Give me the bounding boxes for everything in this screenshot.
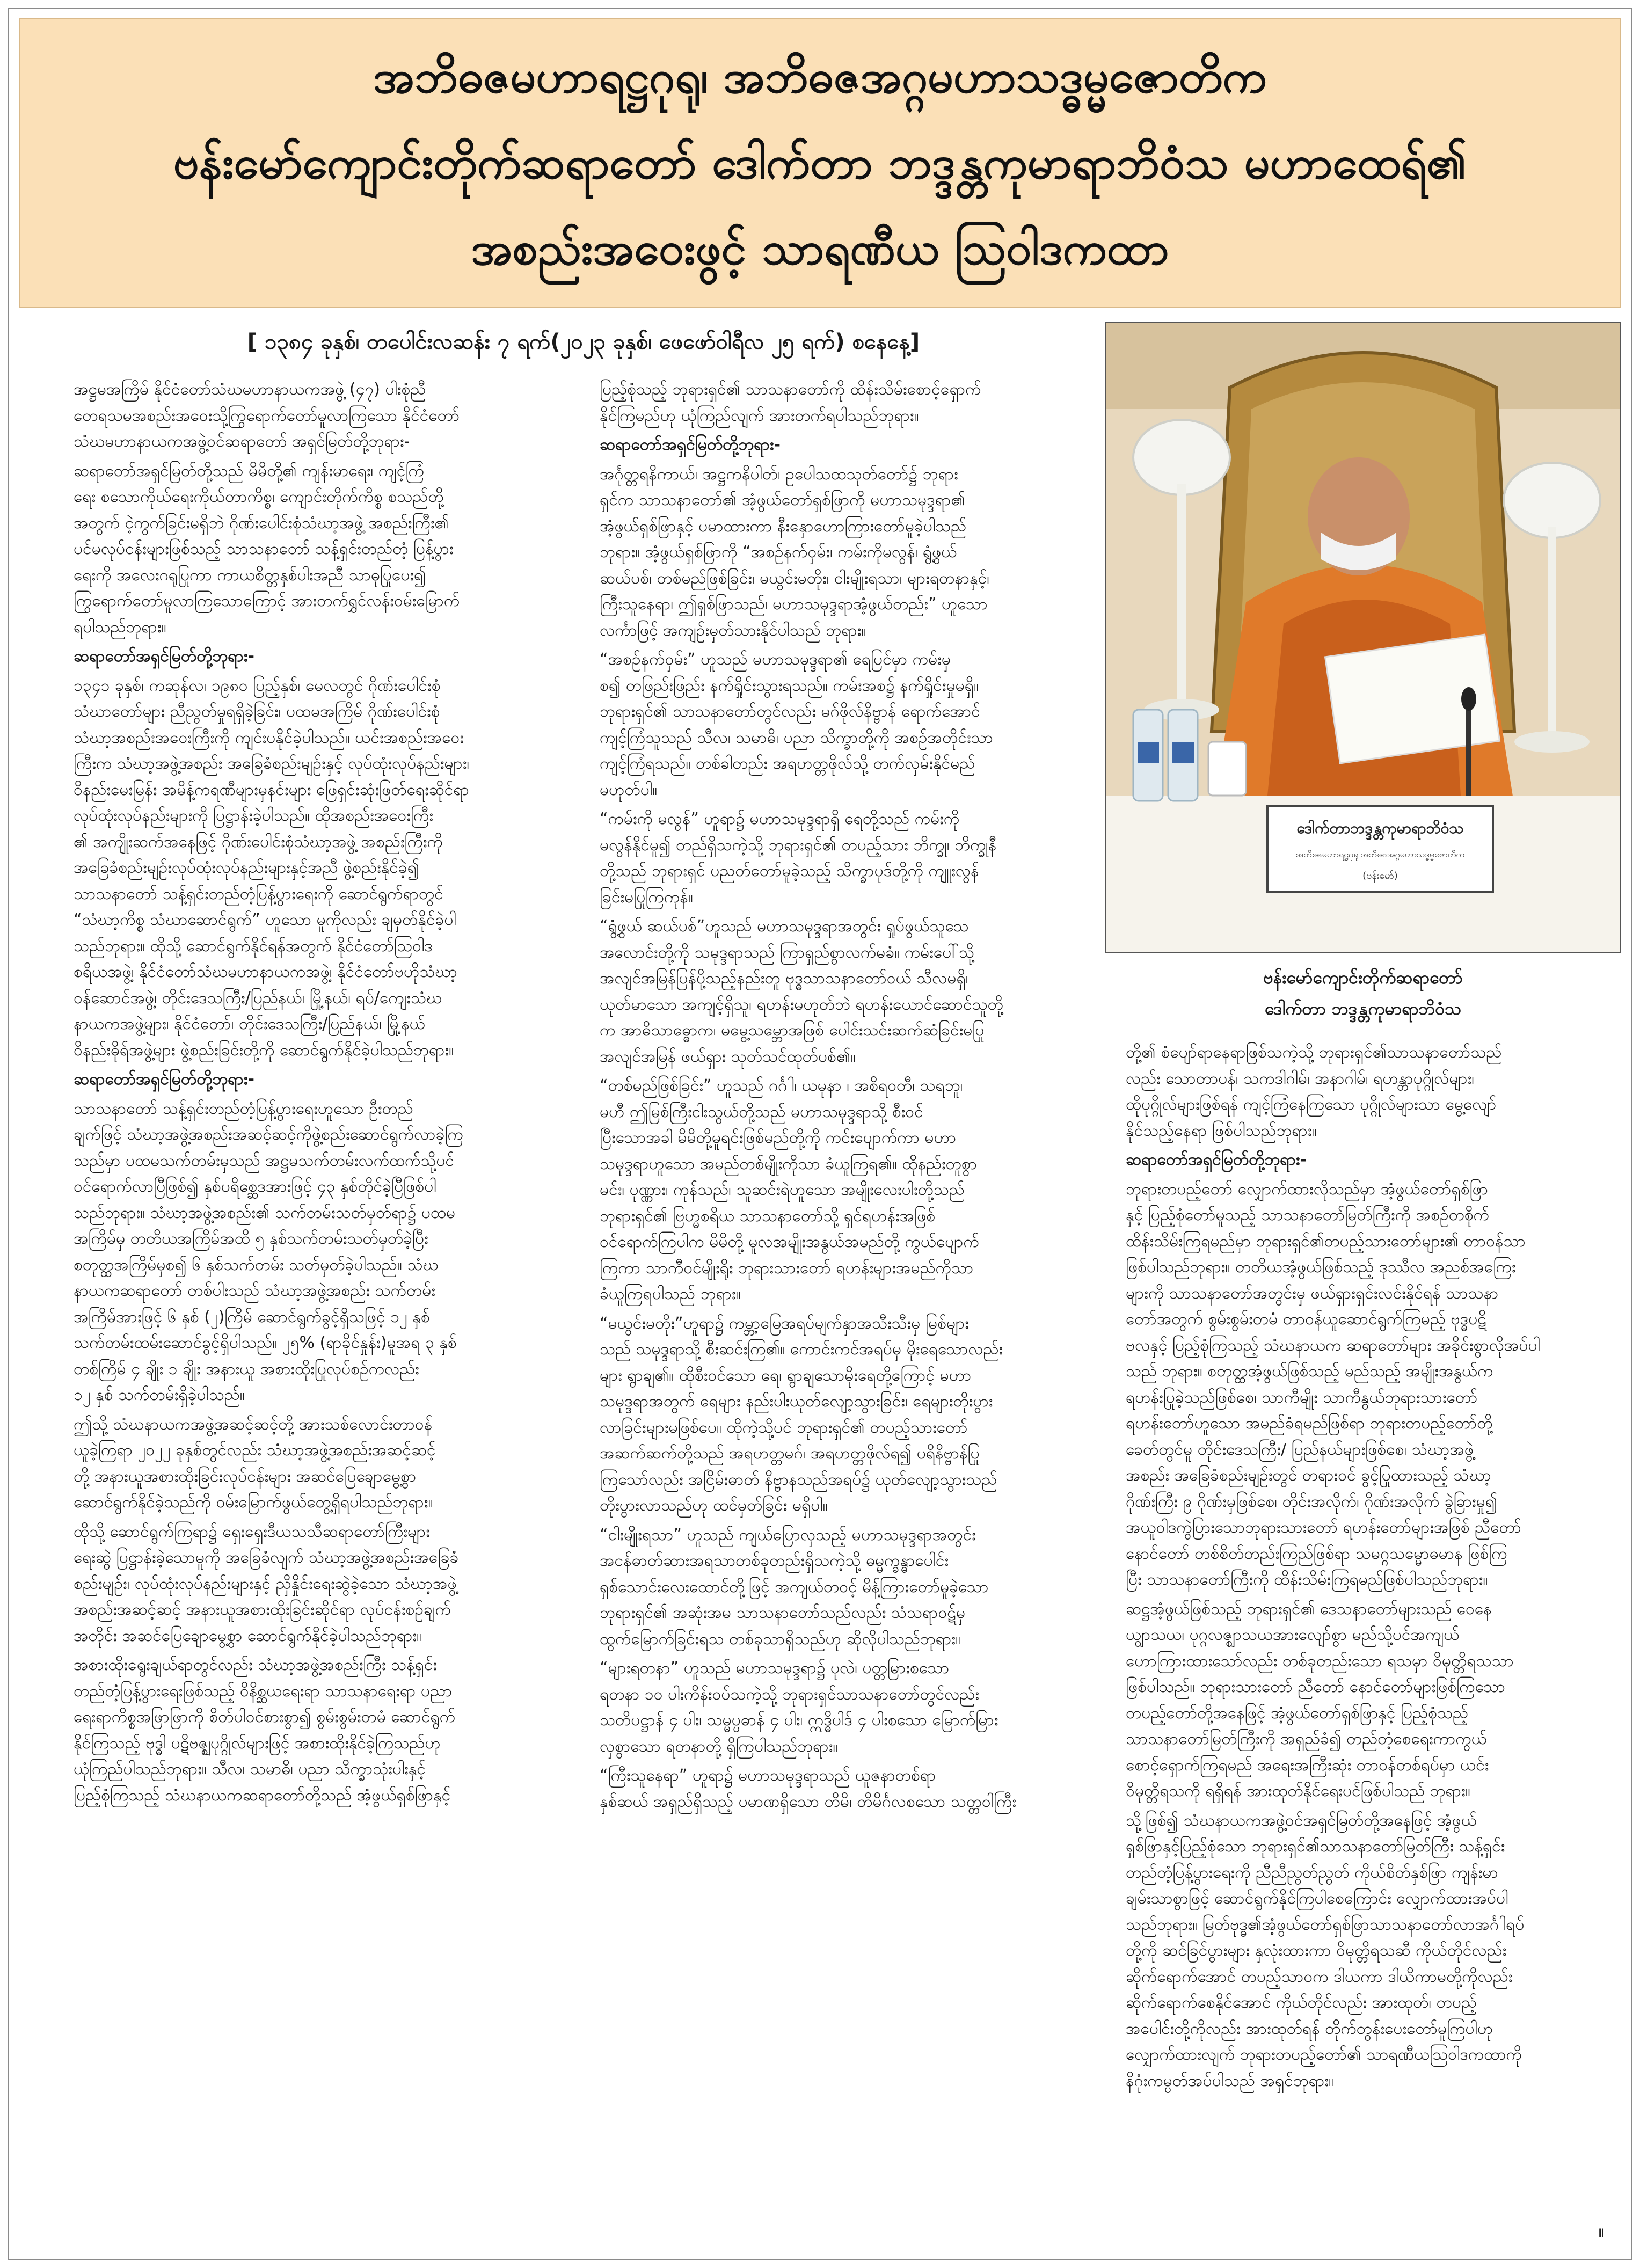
text-line: စ၍ တဖြည်းဖြည်း နက်ရှိုင်းသွားရသည်။ ကမ်းအစ၌ နက်ရှိုင်းမှုမရှိ။ (600, 676, 979, 695)
text-line: နိုင်သည့်နေရာ ဖြစ်ပါသည်ဘုရား။ (1126, 1121, 1317, 1140)
text-line: ရှင်က သာသနာတော်၏ အံ့ဖွယ်တော်ရှစ်ဖြာကို မဟာသမုဒ္ဒရာ၏ (600, 491, 966, 509)
headline-line-1: အဘိဓဇမဟာရဋ္ဌဂုရု၊ အဘိဓဇအဂ္ဂမဟာသဒ္ဓမ္မဇောတိက (373, 50, 1267, 103)
text-line: ရပါသည်ဘုရား။ (74, 617, 166, 637)
text-line: တပည့်တော်တို့အနေဖြင့် အံ့ဖွယ်တော်ရှစ်ဖြာနှင့် ပြည့်စုံသည့် (1126, 1703, 1469, 1723)
text-line: အလျင်အမြန်ပြန်ပို့သည့်နည်းတူ ဗုဒ္ဓသာသနာတော်ဝယ် သီလမရှိ၊ (600, 969, 968, 988)
headline-banner (19, 18, 1621, 308)
text-line: စတုတ္ထအကြိမ်မှစ၍ ၆ နှစ်သက်တမ်း သတ်မှတ်ခဲ့ပါသည်။ သံဃ (74, 1255, 439, 1274)
text-line: ကြီးသူနေရာ၊ ဤရှစ်ဖြာသည်၊ မဟာသမုဒ္ဒရာအံ့ဖွယ်တည်း” ဟူသော (600, 595, 988, 614)
text-line: နိုင်ကြသည့် ဗုဒ္ဓါ ပဋိဗဇ္ဈပုဂ္ဂိုလ်များဖြင့် အစားထိုးနိုင်ခဲ့ကြသည်ဟု (74, 1733, 441, 1753)
text-line: က အာဓိသာဓ္ဓောက၊ မမွေ့သမ္ဘောအဖြစ် ပေါင်းသင်းဆက်ဆံခြင်းမပြု (600, 1021, 985, 1040)
text-line: အစည်းအဆင့်ဆင့် အနားယူအစားထိုးခြင်းဆိုင်ရာ လုပ်ငန်းစဉ်ချက် (74, 1600, 451, 1619)
text-line: မလွန်နိုင်မူ၍ တည်ရှိသကဲ့သို့ ဘုရားရှင်၏ တပည့်သား ဘိက္ခု၊ ဘိက္ခုနီ (600, 835, 997, 855)
article-paragraph (567, 377, 1072, 429)
text-line: ထိုသို့ ဆောင်ရွက်ကြရာ၌ ရှေးရှေးဒီယသသီဆရာတော်ကြီးများ (74, 1522, 430, 1541)
text-line: ရတနာ ၁၀ ပါးကိန်းဝပ်သကဲ့သို့ ဘုရားရှင်သာသနာတော်တွင်လည်း (600, 1684, 979, 1704)
text-line: “တစ်မည်ဖြစ်ခြင်း” ဟူသည် ဂင်္ဂါ၊ ယမုနာ ၊ အစိရဝတီ၊ သရဘူ၊ (600, 1076, 963, 1095)
text-line: စရိယအဖွဲ့၊ နိုင်ငံတော်သံဃမဟာနာယကအဖွဲ့၊ နိုင်ငံတော်ဗဟိုသံဃာ့ (74, 962, 457, 981)
text-line: တစ်ကြိမ် ၄ ချိုး ၁ ချိုး အနားယူ အစားထိုးပြုလုပ်စဉ်ကလည်း (74, 1359, 419, 1379)
text-line: ဂိုဏ်းကြီး ၉ ဂိုဏ်းမှဖြစ်စေ၊ တိုင်းအလိုက်၊ ဂိုဏ်းအလိုက် ခွဲခြားမှု၍ (1126, 1492, 1498, 1511)
text-line: များကို သာသနာတော်အတွင်းမှ ဖယ်ရှားရှင်းလင်းနိုင်ရန် သာသနာ (1126, 1284, 1499, 1303)
text-line: နောင်တော် တစ်စိတ်တည်းကြည်ဖြစ်ရာ သမဂ္ဂသမ္မောဓမာန ဖြစ်ကြ (1126, 1544, 1507, 1563)
text-line: စည်းမျဉ်း၊ လုပ်ထုံးလုပ်နည်းများနှင့် ညှိနှိုင်းရေးဆွဲခဲ့သော သံဃာ့အဖွဲ့ (74, 1574, 457, 1593)
text-line: မဟုတ်ပါ။ (600, 780, 658, 799)
text-line: အဆက်ဆက်တို့သည် အရဟတ္တမဂ်၊ အရဟတ္တဖိုလ်ရ၍ ပရိနိဗ္ဗာန်ပြု (600, 1444, 980, 1463)
text-line: အကြိမ်အားဖြင့် ၆ နှစ် (၂)ကြိမ် ဆောင်ရွက်ခွင့်ရှိသဖြင့် ၁၂ နှစ် (74, 1307, 430, 1326)
headline-line-2: ဗန်းမော်ကျောင်းတိုက်ဆရာတော် ဒေါက်တာ ဘဒ္ဒန္တကုမာရာဘိဝံသ မဟာထေရ်၏ (173, 136, 1467, 189)
text-line: ယျွာသယ၊ ပုဂ္ဂလဇ္ဈာသယအားလျော်စွာ မည်သို့ပင်အကျယ် (1126, 1625, 1460, 1644)
text-line: “များရတနာ” ဟူသည် မဟာသမုဒ္ဒရာ၌ ပုလဲ၊ ပတ္တမြားစသော (600, 1659, 950, 1678)
text-line: ဝန်ဆောင်အဖွဲ့၊ တိုင်းဒေသကြီး/ပြည်နယ်၊ မြို့နယ်၊ ရပ်/ကျေးသံဃ (74, 988, 442, 1008)
text-line: သတိပဋ္ဌာန် ၄ ပါး၊ သမ္မပ္ပဓာန် ၄ ပါး၊ ဣဒ္ဓိပါဒ် ၄ ပါးစသော မြောက်မြား (600, 1711, 998, 1730)
text-line: ဝိမုတ္တိရသကို ရရှိရန် အားထုတ်နိုင်ရေးပင်ဖြစ်ပါသည် ဘုရား။ (1126, 1782, 1470, 1800)
text-line: များ ရွာချ၏။ ထိုစီးဝင်သော ရေ၊ ရွာချသောမိုးရေတို့ကြောင့် မဟာ (600, 1366, 972, 1385)
text-line: ဆရာတော်အရှင်မြတ်တို့သည် မိမိတို့၏ ကျန်းမာရေး၊ ကျင့်ကြံ (74, 461, 424, 480)
text-line: ဖြစ်ပါသည်။ ဘုရားသားတော် ညီတော် နောင်တော်များဖြစ်ကြသော (1126, 1678, 1506, 1696)
text-line: တိုးပွားလာသည်ဟု ထင်မှတ်ခြင်း မရှိပါ။ (600, 1496, 828, 1515)
text-line: သည် ဘုရား။ စတုတ္ထအံ့ဖွယ်ဖြစ်သည့် မည်သည့် အမျိုးအနွယ်က (1126, 1362, 1493, 1381)
text-line: ကြကာ သာကီဝင်မျိုးရိုး ဘုရားသားတော် ရဟန်းများအမည်ကိုသာ (600, 1258, 974, 1278)
article-paragraph (567, 462, 1072, 644)
text-line: အခြေခံစည်းမျဉ်းလုပ်ထုံးလုပ်နည်းများနှင့်အညီ ဖွဲ့စည်းနိုင်ခဲ့၍ (74, 858, 420, 877)
text-line: ချမ်းသာစွာဖြင့် ဆောင်ရွက်နိုင်ကြပါစေကြောင်း လျှောက်ထားအပ်ပါ (1126, 1889, 1508, 1908)
text-line: ခြင်းမပြုကြကုန်။ (600, 887, 693, 907)
text-line: အတိုင်း အဆင်ပြေချောမွေ့စွာ ဆောင်ရွက်နိုင်ခဲ့ပါသည်ဘုရား။ (74, 1626, 422, 1645)
text-line: နှင့် ပြည့်စုံတော်မူသည့် သာသနာတော်မြတ်ကြီးကို အစဉ်တစိုက် (1126, 1206, 1490, 1224)
text-line: ပြီးသောအခါ မိမိတို့မူရင်းဖြစ်မည်တို့ကို ကင်းပျောက်ကာ မဟာ (600, 1128, 957, 1147)
article-paragraph (41, 673, 546, 1064)
text-line: နှစ်ဆယ် အရှည်ရှိသည့် ပမာဏရှိသော တိမိ၊ တိမိင်္ဂလစသော သတ္တဝါကြီး (600, 1792, 1016, 1811)
text-line: သမုဒ္ဒရာဟူသော အမည်တစ်မျိုးကိုသာ ခံယူကြရ၏။ ထိုနည်းတူစွာ (600, 1154, 978, 1173)
text-line: တို့သည် ဘုရားရှင် ပညတ်တော်မူခဲ့သည့် သိက္ခာပုဒ်တို့ကို ကျူးလွန် (600, 862, 979, 880)
photo-caption-line-2: ဒေါက်တာ ဘဒ္ဒန္တကုမာရာဘိဝံသ (1264, 998, 1462, 1019)
text-line: သည်ဘုရား။ သံဃာ့အဖွဲ့အစည်း၏ သက်တမ်းသတ်မှတ်ရာ၌ ပထမ (74, 1203, 456, 1222)
text-line: အကြိမ်မှ တတိယအကြိမ်အထိ ၅ နှစ်သက်တမ်းသတ်မှတ်ခဲ့ပြီး (74, 1229, 428, 1248)
text-line: ဘုရားရှင်၏ အဆုံးအမ သာသနာတော်သည်လည်း သံသရာဝဋ်မှ (600, 1603, 966, 1622)
text-line: “ငါးမျိုးရသာ” ဟူသည် ကျယ်ပြောလှသည့် မဟာသမုဒ္ဒရာအတွင်း (600, 1525, 976, 1544)
text-line: ဆရာတော်အရှင်မြတ်တို့ဘုရား- (74, 1070, 254, 1089)
text-line: ဝိနည်းမေးမြန်း အမိန့်ကရဏီများမှနင်းများ ဖြေရှင်းဆုံးဖြတ်ရေးဆိုင်ရာ (74, 780, 469, 799)
text-line: လှစွာသော ရတနာတို့ ရှိကြပါသည်ဘုရား။ (600, 1737, 838, 1756)
text-line: တို့ အနားယူအစားထိုးခြင်းလုပ်ငန်းများ အဆင်ပြေချောမွေ့စွာ (74, 1467, 417, 1486)
text-line: အပေါင်းတို့ကိုလည်း အားထုတ်ရန် တိုက်တွန်းပေးတော်မူကြပါဟု (1126, 2019, 1493, 2038)
text-line: စောင့်ရှောက်ကြရမည် အရေးအကြီးဆုံး တာဝန်တစ်ရပ်မှာ ယင်း (1126, 1755, 1489, 1775)
section-heading (41, 644, 546, 670)
text-line: ဘုရားတပည့်တော် လျှောက်ထားလိုသည်မှာ အံ့ဖွယ်တော်ရှစ်ဖြာ (1126, 1179, 1489, 1199)
article-paragraph (567, 1311, 1072, 1519)
text-line: တေရသမအစည်းအဝေးသို့ကြွရောက်တော်မူလာကြသော နိုင်ငံတော် (74, 406, 460, 425)
text-line: ဆိုက်ရောက်အောင် တပည့်သာဝက ဒါယကာ ဒါယိကာမတို့ကိုလည်း (1126, 1967, 1513, 1986)
text-line: တို့၏ စံပျော်ရာနေရာဖြစ်သကဲ့သို့ ဘုရားရှင်၏သာသနာတော်သည် (1126, 1043, 1502, 1062)
text-line: ယုံကြည်ပါသည်ဘုရား။ သီလ၊ သမာဓိ၊ ပညာ သိက္ခာသုံးပါးနှင့် (74, 1760, 426, 1778)
newspaper-page (8, 8, 1632, 2260)
article-paragraph (1094, 1808, 1609, 2095)
text-line: ချက်ဖြင့် သံဃာ့အဖွဲ့အစည်းအဆင့်ဆင့်ကိုဖွဲ့စည်းဆောင်ရွက်လာခဲ့ကြ (74, 1125, 463, 1144)
dateline: [ ၁၃၈၄ ခုနှစ်၊ တပေါင်းလဆန်း ၇ ရက်(၂၀၂၃ ခုနှစ်၊ ဖေဖော်ဝါရီလ ၂၅ ရက်) စနေနေ့] (247, 330, 920, 354)
text-line: သို့ဖြစ်၍ သံဃနာယကအဖွဲ့ဝင်အရှင်မြတ်တို့အနေဖြင့် အံ့ဖွယ် (1126, 1811, 1477, 1830)
text-line: သက်တမ်းထမ်းဆောင်ခွင့်ရှိပါသည်။ ၂၅% (ရာခိုင်နှုန်း)မူအရ ၃ နှစ် (74, 1333, 457, 1352)
article-paragraph (567, 1522, 1072, 1653)
article-paragraph (567, 1073, 1072, 1308)
text-line: အငန်ဓာတ်ဆားအရသာတစ်ခုတည်းရှိသကဲ့သို့ ဓမ္မက္ခန္ဓာပေါင်း (600, 1551, 949, 1570)
text-line: ဆရာတော်အရှင်မြတ်တို့ဘုရား- (74, 647, 254, 666)
article-paragraph (41, 1096, 546, 1409)
text-line: “အစဉ်နက်ဝှမ်း” ဟူသည် မဟာသမုဒ္ဒရာ၏ ရေပြင်မှာ ကမ်းမှ (600, 650, 951, 669)
article-column-1 (41, 377, 546, 1812)
text-line: သာသနာတော် သန့်ရှင်းတည်တံ့ပြန့်ပွားရေးကို ဆောင်ရွက်ရာတွင် (74, 884, 443, 903)
text-line: သံဃမဟာနာယကအဖွဲ့ဝင်ဆရာတော် အရှင်မြတ်တို့ဘုရား- (74, 432, 410, 451)
text-line: ဖြစ်ပါသည်ဘုရား။ တတိယအံ့ဖွယ်ဖြစ်သည့် ဒုဿီလ အညစ်အကြေး (1126, 1258, 1516, 1277)
article-paragraph (41, 1519, 546, 1650)
article-paragraph (567, 1656, 1072, 1760)
text-line: ထိန်းသိမ်းကြရမည်မှာ ဘုရားရှင်၏တပည့်သားတော်များ၏ တာဝန်သာ (1126, 1231, 1526, 1251)
article-paragraph (1094, 1040, 1609, 1144)
section-heading (41, 1067, 546, 1093)
text-line: ရဟန်းပြုခဲ့သည်ဖြစ်စေ၊ သာကီမျိုး သာကီနွယ်ဘုရားသားတော် (1126, 1388, 1478, 1407)
text-line: ဗလနှင့် ပြည့်စုံကြသည့် သံဃနာယက ဆရာတော်များ အခိုင်းစွာလိုအပ်ပါ (1126, 1336, 1540, 1355)
text-line: ဘုရား။ အံ့ဖွယ်ရှစ်ဖြာကို “အစဉ်နက်ဝှမ်း၊ ကမ်းကိုမလွန်၊ ရွံ့ဖွယ် (600, 543, 957, 561)
text-line: ၁၃၄၁ ခုနှစ်၊ ကဆုန်လ၊ ၁၉၈၀ ပြည့်နှစ်၊ မေလတွင် ဂိုဏ်းပေါင်းစုံ (74, 676, 441, 695)
text-line: သံဃာတော်များ ညီညွတ်မှုရရှိခဲ့ခြင်း၊ ပထမအကြိမ် ဂိုဏ်းပေါင်းစုံ (74, 702, 440, 721)
text-line: ၁၂ နှစ် သက်တမ်းရှိခဲ့ပါသည်။ (74, 1385, 245, 1404)
article-paragraph (1094, 1596, 1609, 1805)
article-column-3 (1094, 1040, 1609, 2097)
article-paragraph (1094, 1177, 1609, 1593)
text-line: ဆရာတော်အရှင်မြတ်တို့ဘုရား- (600, 435, 781, 454)
article-paragraph (41, 377, 546, 455)
text-line: “ရွံ့ဖွယ် ဆယ်ပစ်”ဟူသည် မဟာသမုဒ္ဒရာအတွင်း ရှုပ်ဖွယ်သူသေ (600, 917, 969, 936)
text-line: “သံဃာ့ကိစ္စ သံဃာဆောင်ရွက်” ဟူသော မူကိုလည်း ချမှတ်နိုင်ခဲ့ပါ (74, 910, 456, 929)
text-line: ဟောကြားထားသော်လည်း တစ်ခုတည်းသော ရသမှာ ဝိမုတ္တိရသသာ (1126, 1651, 1514, 1671)
end-mark: ။ (1598, 2220, 1604, 2242)
text-line: ကြွရောက်တော်မူလာကြသောကြောင့် အားတက်ရွှင်လန်းဝမ်းမြောက် (74, 592, 460, 610)
text-line: နိုင်ကြမည်ဟု ယုံကြည်လျက် အားတက်ရပါသည်ဘုရား။ (600, 406, 919, 425)
photo-caption-line-1: ဗန်းမော်ကျောင်းတိုက်ဆရာတော် (1263, 967, 1463, 988)
text-line: ဆယ်ပစ်၊ တစ်မည်ဖြစ်ခြင်း၊ မယွင်းမတိုး၊ ငါးမျိုးရသာ၊ များရတနာနှင့်၊ (600, 568, 990, 588)
text-line: အလျင်အမြန် ဖယ်ရှား သုတ်သင်ထုတ်ပစ်၏။ (600, 1047, 856, 1066)
text-line: ခေတ်တွင်မူ တိုင်းဒေသကြီး/ ပြည်နယ်များဖြစ်စေ၊ သံဃာ့အဖွဲ့ (1126, 1440, 1474, 1459)
article-paragraph (567, 647, 1072, 803)
text-line: ရေး စသောကိုယ်ရေးကိုယ်တာကိစ္စ၊ ကျောင်းတိုက်ကိစ္စ စသည်တို့ (74, 487, 444, 506)
text-line: ကျင့်ကြံရသည်။ တစ်ခါတည်း အရဟတ္တဖိုလ်သို့ တက်လှမ်းနိုင်မည် (600, 754, 975, 773)
nameplate-line-1: ဒေါက်တာဘဒ္ဒန္တကုမာရာဘိဝံသ (1296, 819, 1464, 837)
section-heading (1094, 1147, 1609, 1173)
text-line: ယုတ်မာသော အကျင့်ရှိသူ၊ ရဟန်းမဟုတ်ဘဲ ရဟန်းယောင်ဆောင်သူတို့ (600, 995, 1003, 1014)
text-line: ကြီးက သံဃာ့အဖွဲ့အစည်း အခြေခံစည်းမျဉ်းနှင့် လုပ်ထုံးလုပ်နည်းများ၊ (74, 754, 470, 773)
text-line: သာသနာတော်မြတ်ကြီးကို အရှည်ခံ၍ တည်တံ့စေရေးကာကွယ် (1126, 1730, 1487, 1748)
text-line: သည်ဘုရား။ မြတ်ဗုဒ္ဓ၏အံ့ဖွယ်တော်ရှစ်ဖြာသာသနာတော်လာအင်္ဂါရပ် (1126, 1915, 1525, 1934)
text-line: ခံယူကြရပါသည် ဘုရား။ (600, 1285, 741, 1303)
text-line: ယူခဲ့ကြရာ ၂၀၂၂ ခုနှစ်တွင်လည်း သံဃာ့အဖွဲ့အစည်းအဆင့်ဆင့် (74, 1441, 436, 1460)
text-line: ရဟန်းတော်ဟူသော အမည်ခံရမည်ဖြစ်ရာ ဘုရားတပည့်တော်တို့ (1126, 1414, 1493, 1433)
text-line: သာသနာတော် သန့်ရှင်းတည်တံ့ပြန့်ပွားရေးဟူသော ဦးတည် (74, 1099, 413, 1118)
text-line: ဆိုက်ရောက်စေနိုင်အောင် ကိုယ်တိုင်လည်း အားထုတ်၊ တပည့် (1126, 1993, 1477, 2012)
text-line: ဘုရားရှင်၏ သာသနာတော်တွင်လည်း မဂ်ဖိုလ်နိဗ္ဗာန် ရောက်အောင် (600, 702, 980, 721)
text-line: “ကြီးသူနေရာ” ဟူရာ၌ မဟာသမုဒ္ဒရာသည် ယူဇနာတစ်ရာ (600, 1766, 936, 1785)
text-line: ၏ အကျိုးဆက်အနေဖြင့် ဂိုဏ်းပေါင်းစုံသံဃာ့အဖွဲ့ အစည်းကြီးကို (74, 832, 443, 851)
text-line: နာယကဆရာတော် တစ်ပါးသည် သံဃာ့အဖွဲ့အစည်း သက်တမ်း (74, 1281, 435, 1300)
text-line: ဆဋ္ဌအံ့ဖွယ်ဖြစ်သည့် ဘုရားရှင်၏ ဒေသနာတော်များသည် ဝေနေ (1126, 1599, 1492, 1618)
text-line: ရေးရာကိစ္စအဖြာဖြာကို စိတ်ပါဝင်စားစွာ၍ စွမ်းစွမ်းတမံ ဆောင်ရွက် (74, 1708, 456, 1726)
text-line: လည်း သောတာပန်၊ သကဒါဂါမ်၊ အနာဂါမ်၊ ရဟန္တာပုဂ္ဂိုလ်များ၊ (1126, 1069, 1474, 1088)
text-line: ဤသို့ သံဃနာယကအဖွဲ့အဆင့်ဆင့်တို့ အားသစ်လောင်းတာဝန် (74, 1414, 433, 1434)
text-line: ပြီး သာသနာတော်ကြီးကို ထိန်းသိမ်းကြရမည်ဖြစ်ပါသည်ဘုရား။ (1126, 1570, 1488, 1589)
text-line: နာယကအဖွဲ့များ၊ နိုင်ငံတော်၊ တိုင်းဒေသကြီး/ပြည်နယ်၊ မြို့နယ် (74, 1015, 425, 1033)
text-line: အစားထိုးရွေးချယ်ရာတွင်လည်း သံဃာ့အဖွဲ့အစည်းကြီး သန့်ရှင်း (74, 1656, 438, 1674)
text-line: သည် သမုဒ္ဒရာသို့ စီးဆင်းကြ၏။ ကောင်းကင်အရပ်မှ မိုးရေသောလည်း (600, 1340, 1003, 1359)
text-line: အင်္ဂုတ္တရနိကာယ်၊ အဋ္ဌကနိပါတ်၊ ဥပေါသထသုတ်တော်၌ ဘုရား (600, 464, 958, 484)
text-line: နိဂုံးကမ္ပတ်အပ်ပါသည် အရှင်ဘုရား။ (1126, 2071, 1334, 2090)
monk-photo-illustration (1106, 323, 1620, 952)
text-line: လာခြင်းများမဖြစ်ပေ။ ထိုကဲ့သို့ပင် ဘုရားရှင်၏ တပည့်သားတော် (600, 1418, 968, 1437)
article-paragraph (41, 458, 546, 641)
text-line: ပင်မလုပ်ငန်းများဖြစ်သည့် သာသနာတော် သန့်ရှင်းတည်တံ့ ပြန့်ပွား (74, 539, 454, 558)
text-line: အလောင်းတို့ကို သမုဒ္ဒရာသည် ကြာရှည်စွာလက်မခံ။ ကမ်းပေါ်သို့ (600, 943, 974, 962)
text-line: ရေးကို အလေးဂရုပြုကာ ကာယစိတ္တနှစ်ပါးအညီ သာဓုပြုပေး၍ (74, 565, 426, 585)
text-line: “ကမ်းကို မလွန်” ဟူရာ၌ မဟာသမုဒ္ဒရာရှိ ရေတို့သည် ကမ်းကို (600, 810, 960, 828)
article-paragraph (567, 1763, 1072, 1815)
text-line: ဝင်ရောက်လာပြီဖြစ်၍ နှစ်ပရိစ္ဆေဒအားဖြင့် ၄၃ နှစ်တိုင်ခဲ့ပြီဖြစ်ပါ (74, 1177, 436, 1196)
text-line: ကြသော်လည်း အငြိမ်းဓာတ် နိဗ္ဗာနသည်အရပ်၌ ယုတ်လျော့သွားသည် (600, 1470, 997, 1489)
text-line: ဝင်ရောက်ကြပါက မိမိတို့ မူလအမျိုးအနွယ်အမည်တို့ ကွယ်ပျောက် (600, 1233, 979, 1251)
photo-caption (1105, 962, 1621, 1026)
text-line: တည်တံ့ပြန့်ပွားရေးကို ညီညီညွတ်ညွတ် ကိုယ်စိတ်နှစ်ဖြာ ကျန်းမာ (1126, 1863, 1498, 1882)
text-line: သည်ဘုရား။ ထိုသို့ ဆောင်ရွက်နိုင်ရန်အတွက် နိုင်ငံတော်ဩဝါဒ (74, 936, 433, 956)
article-paragraph (41, 1412, 546, 1516)
article-column-2 (567, 377, 1072, 1818)
text-line: သည်မှာ ပထမသက်တမ်းမှသည် အဋ္ဌမသက်တမ်းလက်ထက်သို့ပင် (74, 1151, 455, 1170)
article-paragraph (41, 1652, 546, 1808)
text-line: တော်အတွက် စွမ်းစွမ်းတမံ တာဝန်ယူဆောင်ရွက်ကြမည့် ဗုဒ္ဓပဋိ (1126, 1310, 1486, 1329)
section-heading (567, 432, 1072, 458)
text-line: ထွက်မြောက်ခြင်းရသ တစ်ခုသာရှိသည်ဟု ဆိုလိုပါသည်ဘုရား။ (600, 1629, 961, 1649)
text-line: သမုဒ္ဒရာအတွက် ရေများ နည်းပါးယုတ်လျော့သွားခြင်း၊ ရေများတိုးပွား (600, 1392, 993, 1411)
text-line: ဆရာတော်အရှင်မြတ်တို့ဘုရား- (1126, 1150, 1307, 1169)
text-line: “မယွင်းမတိုး”ဟူရာ၌ ကမ္ဘာ့မြေအရပ်မျက်နှာအသီးသီးမှ မြစ်များ (600, 1314, 969, 1333)
text-line: ရှစ်ဖြာနှင့်ပြည့်စုံသော ဘုရားရှင်၏သာသနာတော်မြတ်ကြီး သန့်ရှင်း (1126, 1837, 1505, 1856)
text-line: အတွက် ငဲ့ကွက်ခြင်းမရှိဘဲ ဂိုဏ်းပေါင်းစုံသံဃာ့အဖွဲ့ အစည်းကြီး၏ (74, 513, 449, 533)
text-line: ရေးဆွဲ ပြဋ္ဌာန်းခဲ့သောမူကို အခြေခံလျက် သံဃာ့အဖွဲ့အစည်းအခြေခံ (74, 1548, 459, 1567)
headline-line-3: အစည်းအဝေးဖွင့် သာရဏီယ ဩဝါဒကထာ (471, 222, 1169, 275)
text-line: ဝိနည်းဓိုရ်အဖွဲ့များ ဖွဲ့စည်းခြင်းတို့ကို ဆောင်ရွက်နိုင်ခဲ့ပါသည်ဘုရား။ (74, 1040, 454, 1060)
text-line: သံဃာ့အစည်းအဝေးကြီးကို ကျင်းပနိုင်ခဲ့ပါသည်။ ယင်းအစည်းအဝေး (74, 728, 464, 747)
text-line: လုပ်ထုံးလုပ်နည်းများကို ပြဋ္ဌာန်းခဲ့ပါသည်။ ထိုအစည်းအဝေးကြီး (74, 806, 434, 825)
text-line: ဆောင်ရွက်နိုင်ခဲ့သည်ကို ဝမ်းမြောက်ဖွယ်တွေ့ရှိရပါသည်ဘုရား။ (74, 1493, 433, 1512)
text-line: အံ့ဖွယ်ရှစ်ဖြာနှင့် ပမာထားကာ နီးနှောဟောကြားတော်မူခဲ့ပါသည် (600, 516, 967, 536)
text-line: မင်း၊ ပုဏ္ဏား၊ ကုန်သည်၊ သူဆင်းရဲဟူသော အမျိုးလေးပါးတို့သည် (600, 1180, 965, 1199)
article-paragraph (567, 914, 1072, 1070)
monk-photo (1105, 322, 1621, 953)
text-line: ရှစ်သောင်းလေးထောင်တို့ဖြင့် အကျယ်တဝင့် မိန့်ကြားတော်မူခဲ့သော (600, 1577, 989, 1596)
text-line: မဟီ ဤမြစ်ကြီးငါးသွယ်တို့သည် မဟာသမုဒ္ဒရာသို့ စီးဝင် (600, 1102, 923, 1121)
text-line: ပြည့်စုံသည့် ဘုရားရှင်၏ သာသနာတော်ကို ထိန်းသိမ်းစောင့်ရှောက် (600, 380, 981, 399)
text-line: ပြည့်စုံကြသည့် သံဃနာယကဆရာတော်တို့သည် အံ့ဖွယ်ရှစ်ဖြာနှင့် (74, 1785, 451, 1805)
text-line: လျှောက်ထားလျက် ဘုရားတပည့်တော်၏ သာရဏီယဩဝါဒကထာကို (1126, 2045, 1522, 2064)
text-line: ထိုပုဂ္ဂိုလ်များဖြစ်ရန် ကျင့်ကြံနေကြသော ပုဂ္ဂိုလ်များသာ မွေ့လျော် (1126, 1095, 1497, 1114)
text-line: ကျင့်ကြံသူသည် သီလ၊ သမာဓိ၊ ပညာ သိက္ခာတို့ကို အစဉ်အတိုင်းသာ (600, 728, 993, 747)
text-line: အယူဝါဒကွဲပြားသောဘုရားသားတော် ရဟန်းတော်များအဖြစ် ညီတော် (1126, 1518, 1521, 1537)
text-line: တို့ကို ဆင်ခြင်ပွားများ နှလုံးထားကာ ဝိမုတ္တိရသဆီ ကိုယ်တိုင်လည်း (1126, 1941, 1507, 1960)
text-line: အစည်း အခြေခံစည်းမျဉ်းတွင် တရားဝင် ခွင့်ပြုထားသည့် သံဃာ့ (1126, 1466, 1491, 1485)
text-line: အဋ္ဌမအကြိမ် နိုင်ငံတော်သံဃမဟာနာယကအဖွဲ့ (၄၇) ပါးစုံညီ (74, 380, 426, 399)
text-line: တည်တံ့ပြန့်ပွားရေးဖြစ်သည့် ဝိနိစ္ဆယရေးရာ သာသနာရေးရာ ပညာ (74, 1681, 453, 1701)
text-line: လင်္ကာဖြင့် အကျဉ်းမှတ်သားနိုင်ပါသည် ဘုရား။ (600, 621, 866, 640)
nameplate-line-3: (ဗန်းမော်) (1362, 870, 1398, 881)
nameplate-line-2: အဘိဓဇမဟာရဋ္ဌဂုရု အဘိဓဇအဂ္ဂမဟာသဒ္ဓမ္မဇောတိက (1295, 849, 1465, 859)
article-paragraph (567, 806, 1072, 910)
text-line: ဘုရားရှင်၏ ဗြဟ္မစရိယ သာသနာတော်သို့ ရှင်ရဟန်းအဖြစ် (600, 1206, 936, 1226)
